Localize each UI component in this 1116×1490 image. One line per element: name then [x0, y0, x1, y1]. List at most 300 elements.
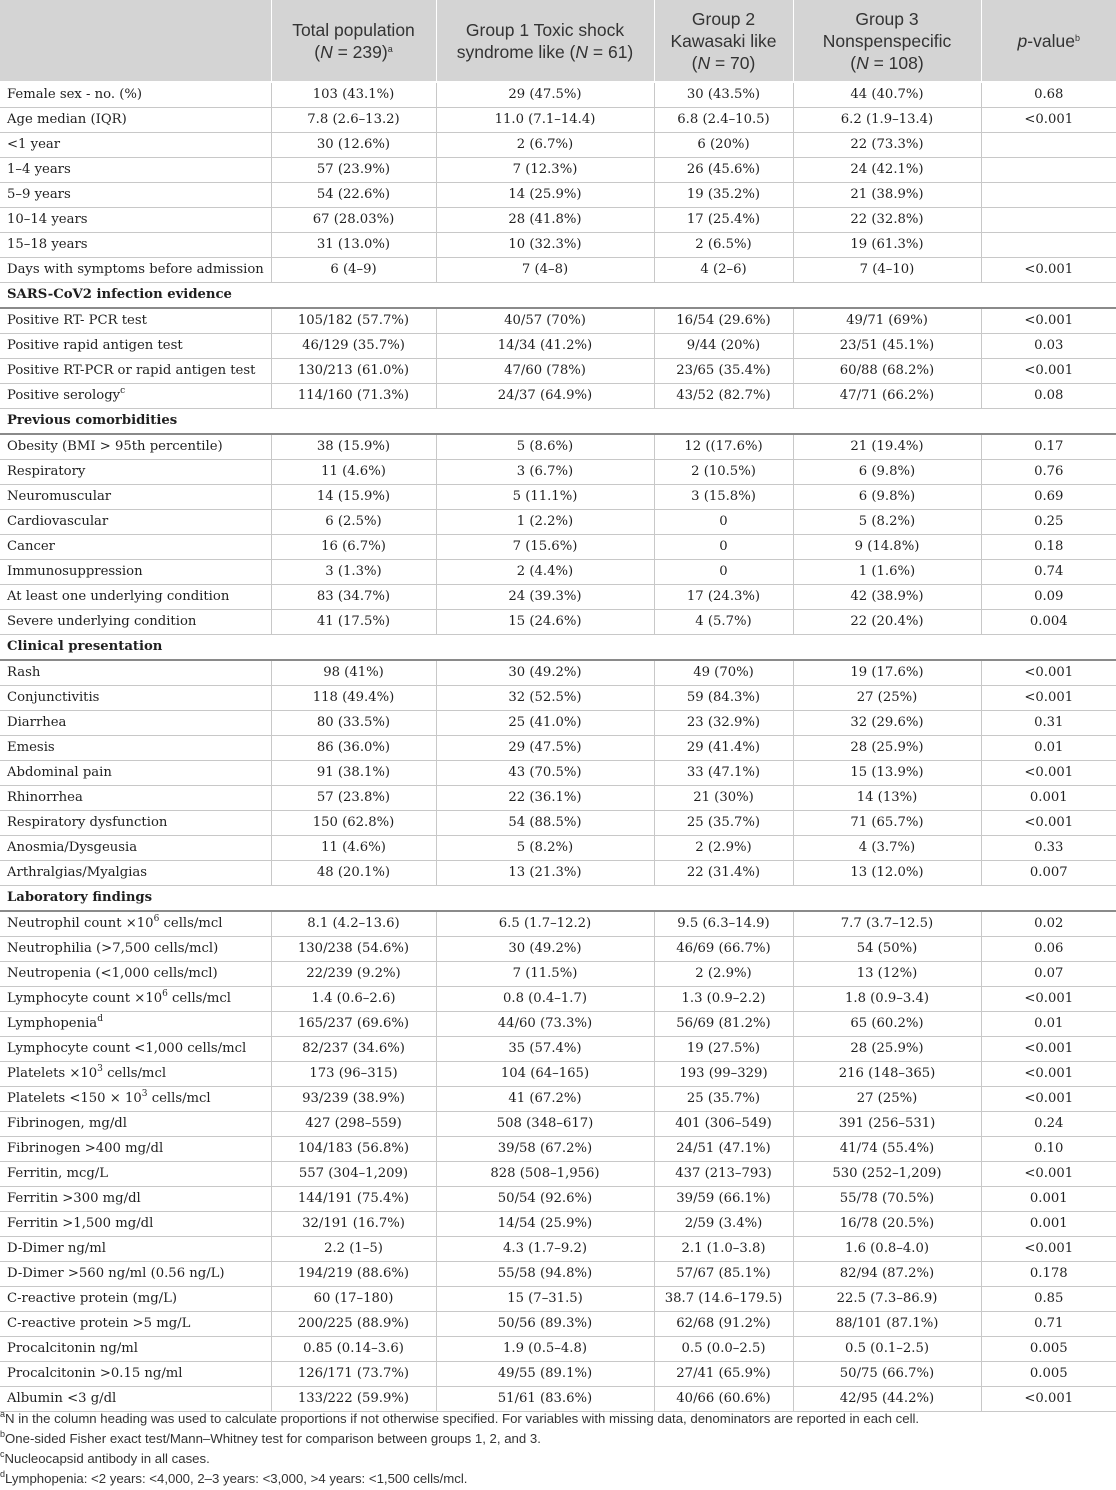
cell-p-value: <0.001 [981, 660, 1116, 686]
cell-p-value: <0.001 [981, 811, 1116, 836]
cell-group-1: 29 (47.5%) [436, 736, 654, 761]
cell-group-2: 2/59 (3.4%) [654, 1212, 793, 1237]
cell-p-value: <0.001 [981, 359, 1116, 384]
table-row [0, 258, 1116, 283]
row-label: Cardiovascular [0, 510, 271, 535]
cell-total: 41 (17.5%) [271, 610, 436, 635]
cell-group-3: 4 (3.7%) [793, 836, 981, 861]
cell-total: 126/171 (73.7%) [271, 1362, 436, 1387]
table-row [0, 761, 1116, 786]
cell-group-1: 40/57 (70%) [436, 308, 654, 334]
row-label: 1–4 years [0, 158, 271, 183]
row-label: Cancer [0, 535, 271, 560]
row-label: Platelets $\times 10^3$ cells/mcl [0, 1062, 271, 1087]
row-label: At least one underlying condition [0, 585, 271, 610]
row-label: Female sex - no. (%) [0, 82, 271, 108]
cell-group-3: 22 (32.8%) [793, 208, 981, 233]
table-row [0, 911, 1116, 937]
cell-p-value [981, 133, 1116, 158]
cell-group-1: 10 (32.3%) [436, 233, 654, 258]
row-label: Respiratory dysfunction [0, 811, 271, 836]
cell-group-3: 49/71 (69%) [793, 308, 981, 334]
cell-group-2: 62/68 (91.2%) [654, 1312, 793, 1337]
row-label: D-Dimer >560 ng/ml (0.56 ng/L) [0, 1262, 271, 1287]
footnote-mark: 3 [97, 1064, 103, 1074]
cell-total: 103 (43.1%) [271, 82, 436, 108]
cell-group-3: 54 (50%) [793, 937, 981, 962]
cell-group-2: 25 (35.7%) [654, 811, 793, 836]
cell-total: 30 (12.6%) [271, 133, 436, 158]
cell-group-3: 15 (13.9%) [793, 761, 981, 786]
cell-group-2: 33 (47.1%) [654, 761, 793, 786]
cell-group-3: 19 (61.3%) [793, 233, 981, 258]
table-row [0, 585, 1116, 610]
cell-p-value [981, 158, 1116, 183]
cell-total: 200/225 (88.9%) [271, 1312, 436, 1337]
cell-group-3: 14 (13%) [793, 786, 981, 811]
cell-total: 14 (15.9%) [271, 485, 436, 510]
cell-group-2: 56/69 (81.2%) [654, 1012, 793, 1037]
table-row [0, 610, 1116, 635]
cell-group-2: 1.3 (0.9–2.2) [654, 987, 793, 1012]
cell-total: 83 (34.7%) [271, 585, 436, 610]
cell-group-1: 5 (8.2%) [436, 836, 654, 861]
cell-group-3: 42/95 (44.2%) [793, 1387, 981, 1412]
cell-total: 7.8 (2.6–13.2) [271, 108, 436, 133]
cell-group-2: 30 (43.5%) [654, 82, 793, 108]
cell-p-value: 0.007 [981, 861, 1116, 886]
row-label: Severe underlying condition [0, 610, 271, 635]
cell-total: 557 (304–1,209) [271, 1162, 436, 1187]
header-row [0, 0, 1116, 82]
cell-total: 82/237 (34.6%) [271, 1037, 436, 1062]
cell-group-2: 4 (5.7%) [654, 610, 793, 635]
row-label: 5–9 years [0, 183, 271, 208]
row-label: Rhinorrhea [0, 786, 271, 811]
cell-group-1: 15 (7–31.5) [436, 1287, 654, 1312]
cell-p-value: <0.001 [981, 987, 1116, 1012]
row-label: Positive RT-PCR or rapid antigen test [0, 359, 271, 384]
cell-p-value: 0.005 [981, 1337, 1116, 1362]
cell-group-3: 530 (252–1,209) [793, 1162, 981, 1187]
cell-p-value: 0.001 [981, 786, 1116, 811]
cell-group-3: 1.8 (0.9–3.4) [793, 987, 981, 1012]
row-label: Ferritin, mcg/L [0, 1162, 271, 1187]
cell-p-value: 0.09 [981, 585, 1116, 610]
cell-group-3: 71 (65.7%) [793, 811, 981, 836]
cell-group-2: 2 (2.9%) [654, 836, 793, 861]
row-label: C-reactive protein >5 mg/L [0, 1312, 271, 1337]
cell-group-3: 7 (4–10) [793, 258, 981, 283]
cell-total: 11 (4.6%) [271, 460, 436, 485]
cell-group-3: 47/71 (66.2%) [793, 384, 981, 409]
cell-total: 48 (20.1%) [271, 861, 436, 886]
table-row [0, 1162, 1116, 1187]
cell-group-3: 55/78 (70.5%) [793, 1187, 981, 1212]
cell-p-value: <0.001 [981, 1237, 1116, 1262]
cell-p-value: 0.68 [981, 82, 1116, 108]
row-label: Neutrophil count $\times 10^6$ cells/mcl [0, 911, 271, 937]
cell-group-1: 32 (52.5%) [436, 686, 654, 711]
cell-p-value: <0.001 [981, 1062, 1116, 1087]
cell-group-1: 28 (41.8%) [436, 208, 654, 233]
row-label: Abdominal pain [0, 761, 271, 786]
table-row [0, 1287, 1116, 1312]
cell-group-1: 39/58 (67.2%) [436, 1137, 654, 1162]
table-row [0, 510, 1116, 535]
table-row [0, 208, 1116, 233]
cell-group-1: 44/60 (73.3%) [436, 1012, 654, 1037]
cell-group-1: 30 (49.2%) [436, 660, 654, 686]
table-row [0, 736, 1116, 761]
cell-p-value: 0.31 [981, 711, 1116, 736]
section-row [0, 635, 1116, 661]
row-label: Emesis [0, 736, 271, 761]
cell-group-2: 6.8 (2.4–10.5) [654, 108, 793, 133]
footnote-mark: d [0, 1469, 6, 1479]
section-row [0, 409, 1116, 435]
row-label: Age median (IQR) [0, 108, 271, 133]
cell-group-1: 5 (8.6%) [436, 434, 654, 460]
table-row [0, 1362, 1116, 1387]
row-label: Days with symptoms before admission [0, 258, 271, 283]
row-label: Respiratory [0, 460, 271, 485]
table-row [0, 233, 1116, 258]
footnote-mark: b [0, 1429, 6, 1439]
cell-group-3: 24 (42.1%) [793, 158, 981, 183]
table-row [0, 1212, 1116, 1237]
header-group-2: Group 2 Kawasaki like (N = 70) [654, 0, 793, 82]
cell-group-2: 2 (6.5%) [654, 233, 793, 258]
table-row [0, 1137, 1116, 1162]
cell-total: 93/239 (38.9%) [271, 1087, 436, 1112]
section-heading: SARS-CoV2 infection evidence [0, 283, 1116, 309]
cell-group-1: 13 (21.3%) [436, 861, 654, 886]
cell-p-value: 0.10 [981, 1137, 1116, 1162]
cell-group-2: 401 (306–549) [654, 1112, 793, 1137]
section-row [0, 886, 1116, 912]
table-row [0, 786, 1116, 811]
cell-group-1: 508 (348–617) [436, 1112, 654, 1137]
table-row [0, 1012, 1116, 1037]
cell-group-1: 14 (25.9%) [436, 183, 654, 208]
row-label: Fibrinogen >400 mg/dl [0, 1137, 271, 1162]
cell-group-1: 49/55 (89.1%) [436, 1362, 654, 1387]
cell-total: 6 (4–9) [271, 258, 436, 283]
table-row [0, 535, 1116, 560]
cell-group-1: 7 (12.3%) [436, 158, 654, 183]
section-heading: Laboratory findings [0, 886, 1116, 912]
cell-group-3: 5 (8.2%) [793, 510, 981, 535]
cell-p-value: 0.001 [981, 1212, 1116, 1237]
row-label: Lymphocyte count $\times 10^6$ cells/mcl [0, 987, 271, 1012]
cell-p-value: 0.18 [981, 535, 1116, 560]
cell-group-1: 25 (41.0%) [436, 711, 654, 736]
row-label: C-reactive protein (mg/L) [0, 1287, 271, 1312]
cell-group-3: 27 (25%) [793, 686, 981, 711]
cell-p-value: 0.74 [981, 560, 1116, 585]
table-row [0, 308, 1116, 334]
cell-group-3: 65 (60.2%) [793, 1012, 981, 1037]
cell-group-1: 104 (64–165) [436, 1062, 654, 1087]
cell-p-value: 0.178 [981, 1262, 1116, 1287]
table-row [0, 660, 1116, 686]
table-row [0, 861, 1116, 886]
cell-group-3: 21 (38.9%) [793, 183, 981, 208]
cell-group-1: 6.5 (1.7–12.2) [436, 911, 654, 937]
cell-group-1: 2 (6.7%) [436, 133, 654, 158]
cell-total: 1.4 (0.6–2.6) [271, 987, 436, 1012]
table-row [0, 686, 1116, 711]
cell-total: 150 (62.8%) [271, 811, 436, 836]
table-row [0, 183, 1116, 208]
cell-total: 91 (38.1%) [271, 761, 436, 786]
row-label: Positive rapid antigen test [0, 334, 271, 359]
cell-group-2: 23 (32.9%) [654, 711, 793, 736]
cell-p-value: <0.001 [981, 761, 1116, 786]
cell-group-2: 22 (31.4%) [654, 861, 793, 886]
cell-total: 427 (298–559) [271, 1112, 436, 1137]
footnote: $^a$N in the column heading was used to calculate proportions if not otherwise specified. For variables with missing data, denominators are reported in each cell. [0, 1409, 920, 1426]
cell-total: 2.2 (1–5) [271, 1237, 436, 1262]
cell-total: 98 (41%) [271, 660, 436, 686]
cell-total: 133/222 (59.9%) [271, 1387, 436, 1412]
cell-total: 6 (2.5%) [271, 510, 436, 535]
row-label: Procalcitonin >0.15 ng/ml [0, 1362, 271, 1387]
cell-group-3: 28 (25.9%) [793, 1037, 981, 1062]
cell-group-1: 7 (4–8) [436, 258, 654, 283]
cell-group-1: 7 (11.5%) [436, 962, 654, 987]
cell-group-1: 29 (47.5%) [436, 82, 654, 108]
row-label: Neutropenia (<1,000 cells/mcl) [0, 962, 271, 987]
cell-group-3: 13 (12.0%) [793, 861, 981, 886]
cell-group-2: 19 (35.2%) [654, 183, 793, 208]
cell-group-3: 22 (73.3%) [793, 133, 981, 158]
table-row [0, 434, 1116, 460]
table-footnotes [0, 1409, 1110, 1489]
cell-total: 114/160 (71.3%) [271, 384, 436, 409]
cell-p-value: <0.001 [981, 308, 1116, 334]
cell-group-1: 24 (39.3%) [436, 585, 654, 610]
cell-p-value: 0.004 [981, 610, 1116, 635]
table-row [0, 108, 1116, 133]
header-total-population: Total population (N = 239)$^a$ [271, 0, 436, 82]
cell-total: 104/183 (56.8%) [271, 1137, 436, 1162]
cell-group-2: 57/67 (85.1%) [654, 1262, 793, 1287]
row-label: D-Dimer ng/ml [0, 1237, 271, 1262]
cell-group-3: 1 (1.6%) [793, 560, 981, 585]
cell-group-1: 4.3 (1.7–9.2) [436, 1237, 654, 1262]
cell-total: 105/182 (57.7%) [271, 308, 436, 334]
cell-p-value: <0.001 [981, 108, 1116, 133]
row-label: 10–14 years [0, 208, 271, 233]
row-label: Positive serology$^c$ [0, 384, 271, 409]
cell-group-2: 4 (2–6) [654, 258, 793, 283]
table-row [0, 836, 1116, 861]
cell-group-3: 0.5 (0.1–2.5) [793, 1337, 981, 1362]
cell-group-3: 27 (25%) [793, 1087, 981, 1112]
cell-total: 3 (1.3%) [271, 560, 436, 585]
header-group-3: Group 3 Nonspenspecific (N = 108) [793, 0, 981, 82]
cell-group-2: 39/59 (66.1%) [654, 1187, 793, 1212]
table-row [0, 1087, 1116, 1112]
cell-group-3: 6.2 (1.9–13.4) [793, 108, 981, 133]
table-row [0, 1062, 1116, 1087]
table-row [0, 1037, 1116, 1062]
table-header [0, 0, 1116, 82]
cell-group-2: 29 (41.4%) [654, 736, 793, 761]
cell-p-value: 0.25 [981, 510, 1116, 535]
row-label: Diarrhea [0, 711, 271, 736]
cell-total: 80 (33.5%) [271, 711, 436, 736]
table-body [0, 82, 1116, 1412]
cell-total: 54 (22.6%) [271, 183, 436, 208]
table-row [0, 711, 1116, 736]
cell-p-value: <0.001 [981, 1037, 1116, 1062]
cell-group-1: 14/54 (25.9%) [436, 1212, 654, 1237]
table-row [0, 334, 1116, 359]
cell-group-3: 216 (148–365) [793, 1062, 981, 1087]
cell-group-1: 41 (67.2%) [436, 1087, 654, 1112]
cell-p-value: 0.07 [981, 962, 1116, 987]
cell-total: 38 (15.9%) [271, 434, 436, 460]
cell-group-2: 27/41 (65.9%) [654, 1362, 793, 1387]
table-row [0, 560, 1116, 585]
cell-group-3: 41/74 (55.4%) [793, 1137, 981, 1162]
cell-group-2: 26 (45.6%) [654, 158, 793, 183]
cell-group-3: 19 (17.6%) [793, 660, 981, 686]
table-row [0, 1237, 1116, 1262]
row-label: Immunosuppression [0, 560, 271, 585]
footnote-mark: 6 [162, 989, 168, 999]
cell-group-1: 15 (24.6%) [436, 610, 654, 635]
header-variable [0, 0, 271, 82]
row-label: Conjunctivitis [0, 686, 271, 711]
footnote-mark: 3 [141, 1089, 148, 1099]
table-row [0, 1387, 1116, 1412]
cell-group-1: 2 (4.4%) [436, 560, 654, 585]
cell-group-3: 44 (40.7%) [793, 82, 981, 108]
cell-p-value: 0.01 [981, 1012, 1116, 1037]
table-row [0, 1262, 1116, 1287]
cell-p-value: <0.001 [981, 258, 1116, 283]
cell-total: 173 (96–315) [271, 1062, 436, 1087]
cell-p-value: 0.85 [981, 1287, 1116, 1312]
footnote-mark: a [0, 1409, 6, 1419]
cell-group-2: 6 (20%) [654, 133, 793, 158]
cell-total: 144/191 (75.4%) [271, 1187, 436, 1212]
footnote-mark: d [97, 1014, 103, 1024]
cell-group-1: 54 (88.5%) [436, 811, 654, 836]
cell-p-value: 0.005 [981, 1362, 1116, 1387]
cell-total: 130/213 (61.0%) [271, 359, 436, 384]
table-row [0, 485, 1116, 510]
cell-group-1: 14/34 (41.2%) [436, 334, 654, 359]
cell-group-2: 43/52 (82.7%) [654, 384, 793, 409]
header-group-1: Group 1 Toxic shock syndrome like (N = 61) [436, 0, 654, 82]
cell-group-2: 25 (35.7%) [654, 1087, 793, 1112]
cell-group-1: 55/58 (94.8%) [436, 1262, 654, 1287]
cell-p-value: 0.69 [981, 485, 1116, 510]
cell-total: 130/238 (54.6%) [271, 937, 436, 962]
cell-group-3: 7.7 (3.7–12.5) [793, 911, 981, 937]
cell-group-2: 24/51 (47.1%) [654, 1137, 793, 1162]
cell-group-2: 2.1 (1.0–3.8) [654, 1237, 793, 1262]
cell-group-2: 17 (25.4%) [654, 208, 793, 233]
cell-group-1: 43 (70.5%) [436, 761, 654, 786]
cell-group-2: 21 (30%) [654, 786, 793, 811]
footnote-mark: 6 [153, 914, 160, 924]
cell-group-2: 437 (213–793) [654, 1162, 793, 1187]
table-row [0, 158, 1116, 183]
cell-group-1: 1.9 (0.5–4.8) [436, 1337, 654, 1362]
cell-p-value: 0.03 [981, 334, 1116, 359]
row-label: Platelets $<150 \times 10^3$ cells/mcl [0, 1087, 271, 1112]
cell-p-value: 0.02 [981, 911, 1116, 937]
cell-group-3: 22 (20.4%) [793, 610, 981, 635]
row-label: Arthralgias/Myalgias [0, 861, 271, 886]
row-label: Anosmia/Dysgeusia [0, 836, 271, 861]
cell-p-value [981, 208, 1116, 233]
row-label: Lymphocyte count <1,000 cells/mcl [0, 1037, 271, 1062]
cell-group-2: 0 [654, 560, 793, 585]
row-label: Rash [0, 660, 271, 686]
row-label: Ferritin >300 mg/dl [0, 1187, 271, 1212]
cell-total: 46/129 (35.7%) [271, 334, 436, 359]
cell-group-3: 6 (9.8%) [793, 485, 981, 510]
cell-total: 57 (23.8%) [271, 786, 436, 811]
section-row [0, 283, 1116, 309]
cell-group-3: 1.6 (0.8–4.0) [793, 1237, 981, 1262]
table-row [0, 987, 1116, 1012]
cell-group-1: 47/60 (78%) [436, 359, 654, 384]
cell-group-2: 2 (2.9%) [654, 962, 793, 987]
footnote-mark: c [0, 1449, 5, 1459]
row-label: Procalcitonin ng/ml [0, 1337, 271, 1362]
cell-group-2: 49 (70%) [654, 660, 793, 686]
cell-group-1: 7 (15.6%) [436, 535, 654, 560]
cell-group-3: 88/101 (87.1%) [793, 1312, 981, 1337]
table-row [0, 1187, 1116, 1212]
section-heading: Clinical presentation [0, 635, 1116, 661]
cell-p-value: 0.08 [981, 384, 1116, 409]
cell-group-3: 21 (19.4%) [793, 434, 981, 460]
cell-group-1: 50/56 (89.3%) [436, 1312, 654, 1337]
table-row [0, 460, 1116, 485]
cell-group-2: 0.5 (0.0–2.5) [654, 1337, 793, 1362]
cell-p-value: <0.001 [981, 686, 1116, 711]
cell-total: 67 (28.03%) [271, 208, 436, 233]
cell-total: 86 (36.0%) [271, 736, 436, 761]
cell-group-2: 0 [654, 510, 793, 535]
cell-group-1: 3 (6.7%) [436, 460, 654, 485]
cell-p-value: 0.001 [981, 1187, 1116, 1212]
cell-group-3: 42 (38.9%) [793, 585, 981, 610]
cell-group-3: 82/94 (87.2%) [793, 1262, 981, 1287]
cell-group-2: 12 ((17.6%) [654, 434, 793, 460]
table-row [0, 937, 1116, 962]
cell-group-2: 46/69 (66.7%) [654, 937, 793, 962]
table-row [0, 962, 1116, 987]
cell-group-3: 9 (14.8%) [793, 535, 981, 560]
table-row [0, 1112, 1116, 1137]
footnote: $^d$Lymphopenia: <2 years: <4,000, 2–3 years: <3,000, >4 years: <1,500 cells/mcl. [0, 1469, 468, 1486]
cell-group-2: 40/66 (60.6%) [654, 1387, 793, 1412]
footnote-mark: c [120, 386, 126, 396]
cell-group-1: 828 (508–1,956) [436, 1162, 654, 1187]
row-label: Neutrophilia (>7,500 cells/mcl) [0, 937, 271, 962]
cell-group-1: 50/54 (92.6%) [436, 1187, 654, 1212]
